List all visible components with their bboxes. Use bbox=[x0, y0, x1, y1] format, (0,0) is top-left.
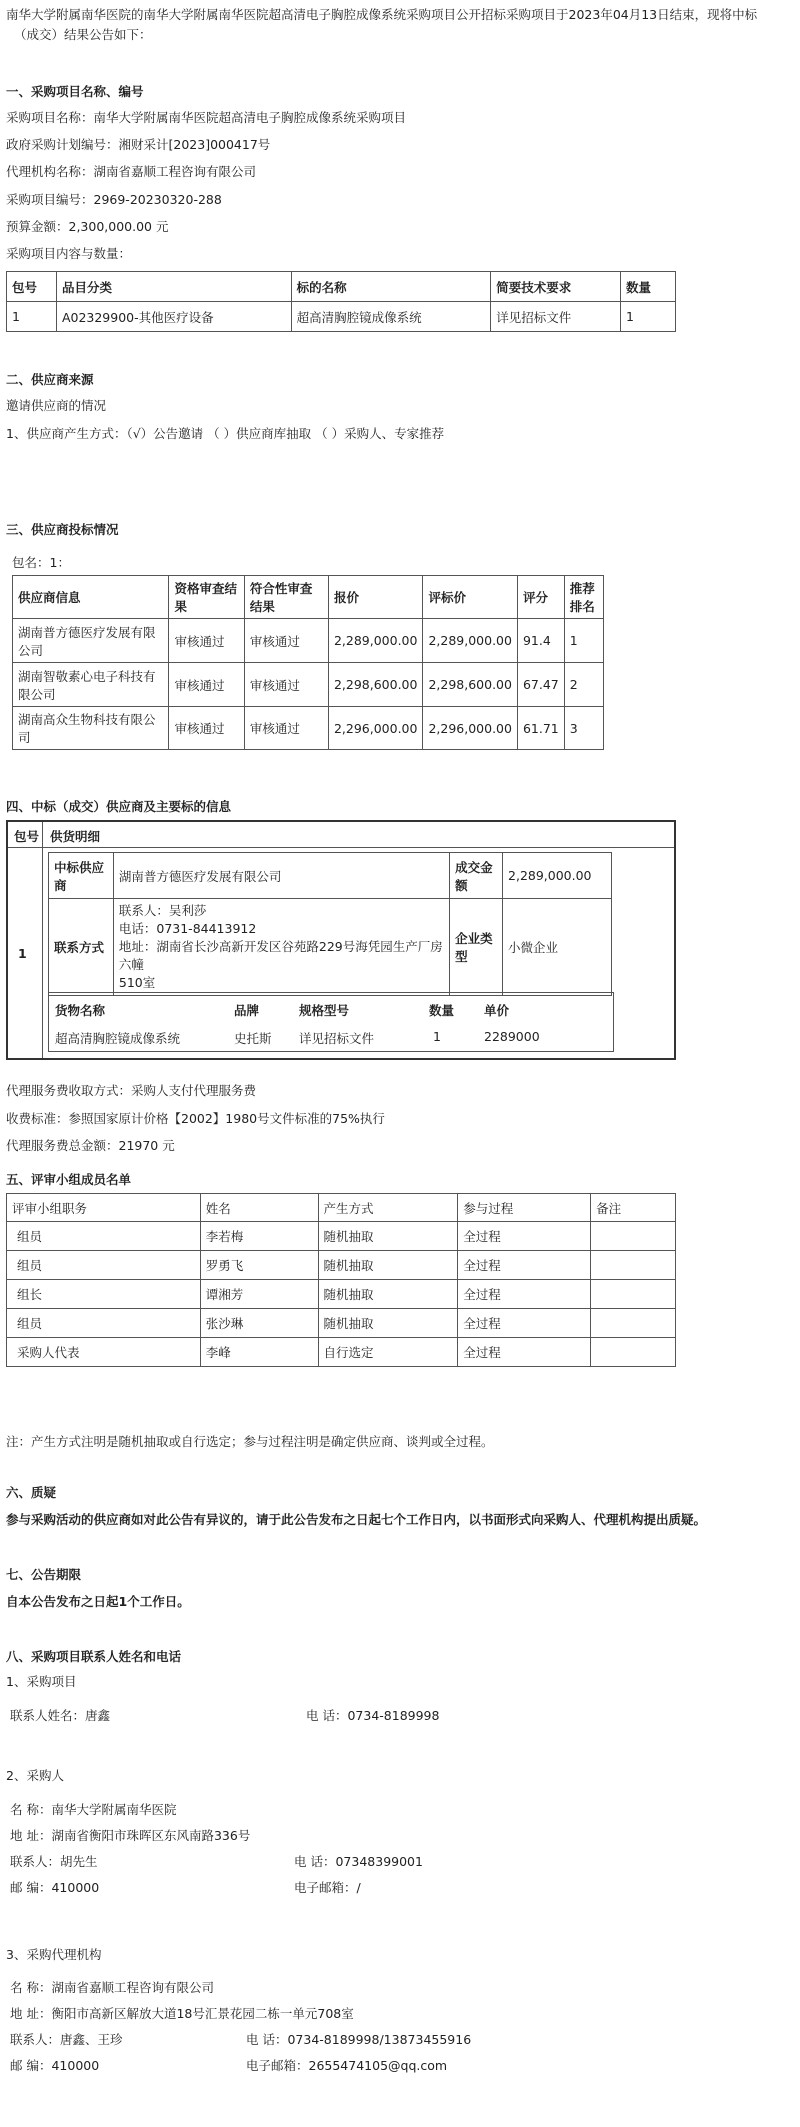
bids-cell: 审核通过 bbox=[244, 663, 328, 707]
section-7-title: 七、公告期限 bbox=[6, 1567, 82, 1582]
bids-cell: 2,298,600.00 bbox=[423, 663, 518, 707]
contact-person: 联系人：吴利莎 bbox=[118, 903, 207, 918]
supplier-source-sub: 邀请供应商的情况 bbox=[6, 398, 107, 413]
goods-header-price: 单价 bbox=[484, 1003, 510, 1018]
goods-header-name: 货物名称 bbox=[55, 1003, 106, 1018]
panel-cell: 谭湘芳 bbox=[200, 1280, 318, 1309]
items-cell: A02329900-其他医疗设备 bbox=[56, 302, 291, 332]
bids-cell: 2,289,000.00 bbox=[328, 619, 423, 663]
section-2-title: 二、供应商来源 bbox=[6, 372, 94, 387]
table-row bbox=[7, 1338, 676, 1367]
fee-standard: 收费标准：参照国家原计价格【2002】1980号文件标准的75%执行 bbox=[6, 1111, 385, 1126]
bids-header-cell: 供应商信息 bbox=[13, 576, 169, 619]
items-cell: 超高清胸腔镜成像系统 bbox=[291, 302, 491, 332]
panel-cell: 组员 bbox=[7, 1309, 201, 1338]
intro-line-2: （成交）结果公告如下： bbox=[14, 27, 152, 42]
purchaser-address: 地 址：湖南省衡阳市珠晖区东风南路336号 bbox=[10, 1828, 251, 1843]
contact-phone: 电话：0731-84413912 bbox=[118, 921, 257, 936]
bids-cell: 2 bbox=[564, 663, 603, 707]
bids-header-cell: 推荐排名 bbox=[564, 576, 603, 619]
bids-header-cell: 报价 bbox=[328, 576, 423, 619]
panel-cell bbox=[591, 1280, 676, 1309]
panel-cell: 全过程 bbox=[458, 1338, 591, 1367]
table-row bbox=[13, 619, 604, 663]
panel-cell bbox=[591, 1251, 676, 1280]
goods-brand: 史托斯 bbox=[234, 1031, 272, 1046]
panel-cell: 全过程 bbox=[458, 1309, 591, 1338]
purchaser-title: 2、采购人 bbox=[6, 1768, 64, 1783]
panel-cell bbox=[591, 1222, 676, 1251]
bids-cell: 审核通过 bbox=[169, 663, 244, 707]
supplier-method: 1、供应商产生方式：（√）公告邀请 （ ）供应商库抽取 （ ）采购人、专家推荐 bbox=[6, 426, 445, 441]
winner-detail-header: 供货明细 bbox=[50, 829, 101, 844]
panel-cell: 自行选定 bbox=[318, 1338, 458, 1367]
agency-address: 地 址：衡阳市高新区解放大道18号汇景花园二栋一单元708室 bbox=[10, 2006, 354, 2021]
panel-cell: 组长 bbox=[7, 1280, 201, 1309]
supplier-label: 中标供应商 bbox=[49, 853, 114, 899]
contact-address-2: 510室 bbox=[118, 975, 156, 990]
intro-line-1: 南华大学附属南华医院的南华大学附属南华医院超高清电子胸腔成像系统采购项目公开招标采购项目于2023年04月13日结束，现将中标 bbox=[6, 7, 758, 22]
content-label: 采购项目内容与数量： bbox=[6, 246, 132, 261]
budget-amount: 预算金额：2,300,000.00 元 bbox=[6, 219, 169, 234]
fee-total: 代理服务费总金额：21970 元 bbox=[6, 1138, 175, 1153]
plan-number: 政府采购计划编号：湘财采计[2023]000417号 bbox=[6, 137, 271, 152]
items-cell: 1 bbox=[621, 302, 676, 332]
panel-header-cell: 产生方式 bbox=[318, 1194, 458, 1222]
bids-cell: 61.71 bbox=[517, 707, 564, 750]
panel-cell: 全过程 bbox=[458, 1251, 591, 1280]
bids-cell: 湖南普方德医疗发展有限公司 bbox=[13, 619, 169, 663]
items-cell: 1 bbox=[7, 302, 57, 332]
winner-header bbox=[8, 822, 674, 848]
panel-header-cell: 姓名 bbox=[200, 1194, 318, 1222]
fee-method: 代理服务费收取方式：采购人支付代理服务费 bbox=[6, 1083, 257, 1098]
bids-header-cell: 资格审查结果 bbox=[169, 576, 244, 619]
bids-cell: 湖南高众生物科技有限公司 bbox=[13, 707, 169, 750]
bids-cell: 审核通过 bbox=[169, 707, 244, 750]
bids-cell: 审核通过 bbox=[169, 619, 244, 663]
goods-qty: 1 bbox=[433, 1029, 441, 1044]
bids-cell: 2,298,600.00 bbox=[328, 663, 423, 707]
items-header-cell: 包号 bbox=[7, 272, 57, 302]
section-4-title: 四、中标（成交）供应商及主要标的信息 bbox=[6, 799, 232, 814]
bids-cell: 1 bbox=[564, 619, 603, 663]
type-label: 企业类型 bbox=[450, 899, 503, 996]
panel-cell: 李峰 bbox=[200, 1338, 318, 1367]
panel-cell: 随机抽取 bbox=[318, 1222, 458, 1251]
project-code: 采购项目编号：2969-20230320-288 bbox=[6, 192, 222, 207]
table-row bbox=[7, 1309, 676, 1338]
goods-block bbox=[48, 992, 614, 1052]
agency-name: 代理机构名称：湖南省嘉顺工程咨询有限公司 bbox=[6, 164, 257, 179]
table-row bbox=[13, 707, 604, 750]
panel-cell bbox=[591, 1338, 676, 1367]
panel-cell: 罗勇飞 bbox=[200, 1251, 318, 1280]
panel-table bbox=[6, 1193, 676, 1367]
goods-header-qty: 数量 bbox=[429, 1003, 455, 1018]
contact-project-title: 1、采购项目 bbox=[6, 1674, 77, 1689]
table-row bbox=[13, 663, 604, 707]
bids-cell: 2,296,000.00 bbox=[328, 707, 423, 750]
bids-header-cell: 符合性审查结果 bbox=[244, 576, 328, 619]
project-name: 采购项目名称：南华大学附属南华医院超高清电子胸腔成像系统采购项目 bbox=[6, 110, 407, 125]
bids-cell: 审核通过 bbox=[244, 707, 328, 750]
panel-cell: 全过程 bbox=[458, 1280, 591, 1309]
section-8-title: 八、采购项目联系人姓名和电话 bbox=[6, 1649, 182, 1664]
goods-price: 2289000 bbox=[484, 1029, 540, 1044]
bids-cell: 2,296,000.00 bbox=[423, 707, 518, 750]
bids-header-cell: 评标价 bbox=[423, 576, 518, 619]
panel-header-cell: 评审小组职务 bbox=[7, 1194, 201, 1222]
panel-header-cell: 参与过程 bbox=[458, 1194, 591, 1222]
panel-cell: 李若梅 bbox=[200, 1222, 318, 1251]
panel-cell: 采购人代表 bbox=[7, 1338, 201, 1367]
table-row bbox=[7, 302, 676, 332]
contact-value bbox=[113, 899, 449, 996]
bids-cell: 湖南智敬素心电子科技有限公司 bbox=[13, 663, 169, 707]
package-name: 包名：1： bbox=[12, 555, 70, 570]
agency-name-line: 名 称：湖南省嘉顺工程咨询有限公司 bbox=[10, 1980, 214, 1995]
agency-title: 3、采购代理机构 bbox=[6, 1947, 102, 1962]
agency-zip: 邮 编：410000 bbox=[10, 2058, 100, 2073]
items-cell: 详见招标文件 bbox=[491, 302, 621, 332]
panel-cell: 全过程 bbox=[458, 1222, 591, 1251]
panel-cell: 随机抽取 bbox=[318, 1280, 458, 1309]
agency-phone: 电 话：0734-8189998/13873455916 bbox=[246, 2032, 472, 2047]
agency-email: 电子邮箱：2655474105@qq.com bbox=[246, 2058, 448, 2073]
type-value: 小微企业 bbox=[503, 899, 612, 996]
panel-cell bbox=[591, 1309, 676, 1338]
panel-cell: 组员 bbox=[7, 1222, 201, 1251]
bids-header-cell: 评分 bbox=[517, 576, 564, 619]
amount-value: 2,289,000.00 bbox=[503, 853, 612, 899]
table-row bbox=[7, 1222, 676, 1251]
panel-cell: 随机抽取 bbox=[318, 1309, 458, 1338]
agency-contact: 联系人：唐鑫、王珍 bbox=[10, 2032, 123, 2047]
goods-model: 详见招标文件 bbox=[299, 1031, 375, 1046]
bids-cell: 91.4 bbox=[517, 619, 564, 663]
amount-label: 成交金额 bbox=[450, 853, 503, 899]
goods-header-brand: 品牌 bbox=[234, 1003, 260, 1018]
purchaser-email: 电子邮箱：/ bbox=[294, 1880, 361, 1895]
panel-cell: 随机抽取 bbox=[318, 1251, 458, 1280]
purchaser-contact: 联系人：胡先生 bbox=[10, 1854, 98, 1869]
challenge-text: 参与采购活动的供应商如对此公告有异议的，请于此公告发布之日起七个工作日内，以书面形式向采购人、代理机构提出质疑。 bbox=[6, 1512, 707, 1527]
panel-header-cell: 备注 bbox=[591, 1194, 676, 1222]
bids-cell: 审核通过 bbox=[244, 619, 328, 663]
project-contact-name: 联系人姓名：唐鑫 bbox=[10, 1708, 111, 1723]
section-3-title: 三、供应商投标情况 bbox=[6, 522, 119, 537]
items-table bbox=[6, 271, 676, 332]
items-header-cell: 标的名称 bbox=[291, 272, 491, 302]
notice-period-text: 自本公告发布之日起1个工作日。 bbox=[6, 1594, 190, 1609]
goods-name: 超高清胸腔镜成像系统 bbox=[55, 1031, 181, 1046]
purchaser-name: 名 称：南华大学附属南华医院 bbox=[10, 1802, 177, 1817]
items-header-cell: 品目分类 bbox=[56, 272, 291, 302]
bids-cell: 67.47 bbox=[517, 663, 564, 707]
section-6-title: 六、质疑 bbox=[6, 1485, 57, 1500]
contact-address-1: 地址：湖南省长沙高新开发区谷苑路229号海凭园生产厂房六幢 bbox=[118, 939, 443, 972]
bids-cell: 3 bbox=[564, 707, 603, 750]
winner-box bbox=[6, 820, 676, 1060]
supplier-value: 湖南普方德医疗发展有限公司 bbox=[113, 853, 449, 899]
purchaser-zip: 邮 编：410000 bbox=[10, 1880, 100, 1895]
items-header-cell: 数量 bbox=[621, 272, 676, 302]
bids-cell: 2,289,000.00 bbox=[423, 619, 518, 663]
section-1-title: 一、采购项目名称、编号 bbox=[6, 84, 144, 99]
panel-cell: 组员 bbox=[7, 1251, 201, 1280]
items-header-cell: 简要技术要求 bbox=[491, 272, 621, 302]
panel-cell: 张沙琳 bbox=[200, 1309, 318, 1338]
goods-header-model: 规格型号 bbox=[299, 1003, 350, 1018]
winner-pkg-number: 1 bbox=[18, 946, 27, 961]
table-row bbox=[7, 1251, 676, 1280]
winner-pkg-header: 包号 bbox=[14, 829, 40, 844]
contact-label: 联系方式 bbox=[49, 899, 114, 996]
winner-table bbox=[48, 852, 612, 996]
bids-table bbox=[12, 575, 604, 750]
panel-note: 注：产生方式注明是随机抽取或自行选定；参与过程注明是确定供应商、谈判或全过程。 bbox=[6, 1434, 494, 1449]
section-5-title: 五、评审小组成员名单 bbox=[6, 1172, 132, 1187]
purchaser-phone: 电 话：07348399001 bbox=[294, 1854, 423, 1869]
table-row bbox=[7, 1280, 676, 1309]
project-contact-phone: 电 话：0734-8189998 bbox=[306, 1708, 440, 1723]
